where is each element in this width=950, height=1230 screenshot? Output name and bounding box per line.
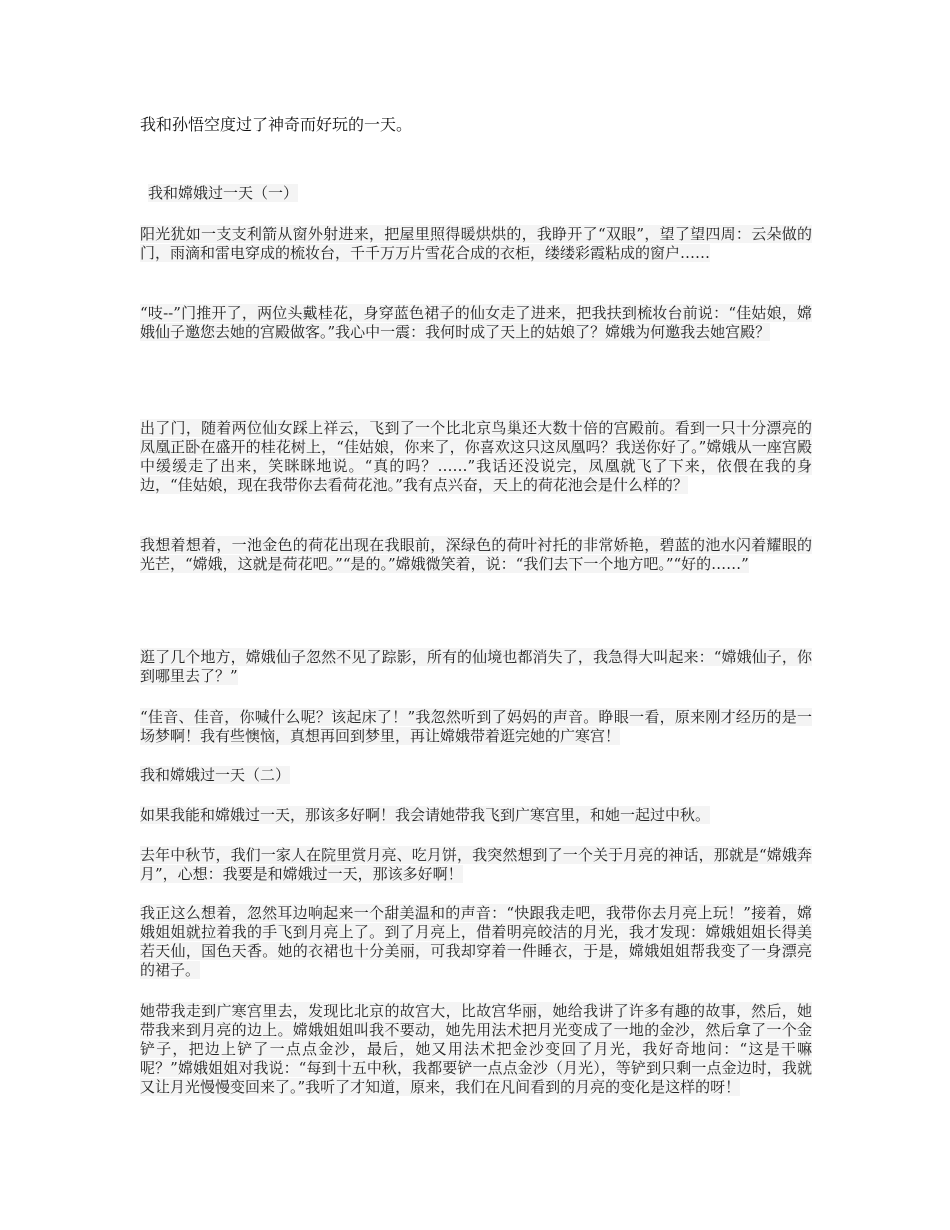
paragraph bbox=[140, 648, 812, 686]
paragraph bbox=[140, 806, 812, 825]
paragraph bbox=[140, 1002, 812, 1097]
paragraph bbox=[140, 846, 812, 884]
paragraph bbox=[140, 904, 812, 980]
paragraph bbox=[140, 536, 812, 574]
section-heading-2 bbox=[140, 766, 290, 785]
paragraph bbox=[140, 225, 812, 263]
paragraph-text: 出了门，随着两位仙女踩上祥云，飞到了一个比北京鸟巢还大数十倍的宫殿前。看到一只十分漂亮的凤凰正卧在盛开的桂花树上，“佳姑娘，你来了，你喜欢这只这凤凰吗？我送你好了。”嫦娥从一座宫殿中缓缓走了出来，笑眯眯地说。“真的吗？……”我话还没说完，凤凰就飞了下来，依偎在我的身边，“佳姑娘，现在我带你去看荷花池。”我有点兴奋，天上的荷花池会是什么样的？ bbox=[140, 419, 812, 494]
paragraph bbox=[140, 708, 812, 746]
section-heading-1-text: 我和嫦娥过一天（一） bbox=[148, 184, 299, 202]
paragraph-text: 逛了几个地方，嫦娥仙子忽然不见了踪影，所有的仙境也都消失了，我急得大叫起来：“嫦娥仙子，你到哪里去了？” bbox=[140, 648, 812, 685]
paragraph bbox=[140, 304, 812, 342]
paragraph-text: 如果我能和嫦娥过一天，那该多好啊！我会请她带我飞到广寒宫里，和她一起过中秋。 bbox=[140, 806, 711, 824]
paragraph-text: “佳音、佳音，你喊什么呢？该起床了！”我忽然听到了妈妈的声音。睁眼一看，原来刚才经历的是一场梦啊！我有些懊恼，真想再回到梦里，再让嫦娥带着逛完她的广寒宫！ bbox=[140, 708, 812, 745]
paragraph-text: 我正这么想着，忽然耳边响起来一个甜美温和的声音：“快跟我走吧，我带你去月亮上玩！”接着，嫦娥姐姐就拉着我的手飞到月亮上了。到了月亮上，借着明亮皎洁的月光，我才发现：嫦娥姐姐长得美若天仙，国色天香。她的衣裙也十分美丽，可我却穿着一件睡衣，于是，嫦娥姐姐帮我变了一身漂亮的裙子。 bbox=[140, 904, 812, 979]
document-title: 我和孙悟空度过了神奇而好玩的一天。 bbox=[140, 115, 413, 134]
section-heading-2-text: 我和嫦娥过一天（二） bbox=[140, 766, 291, 784]
paragraph-text: “吱--”门推开了，两位头戴桂花，身穿蓝色裙子的仙女走了进来，把我扶到梳妆台前说：“佳姑娘，嫦娥仙子邀您去她的宫殿做客。”我心中一震：我何时成了天上的姑娘了？嫦娥为何邀我去她宫殿？ bbox=[140, 304, 812, 341]
paragraph-text: 去年中秋节，我们一家人在院里赏月亮、吃月饼，我突然想到了一个关于月亮的神话，那就是“嫦娥奔月”，心想：我要是和嫦娥过一天，那该多好啊！ bbox=[140, 846, 812, 883]
paragraph bbox=[140, 419, 812, 495]
section-heading-1 bbox=[148, 184, 298, 203]
paragraph-text: 我想着想着，一池金色的荷花出现在我眼前，深绿色的荷叶衬托的非常娇艳，碧蓝的池水闪着耀眼的光芒，“嫦娥，这就是荷花吧。”“是的。”嫦娥微笑着，说：“我们去下一个地方吧。”“好的……” bbox=[140, 536, 812, 573]
paragraph-text: 她带我走到广寒宫里去，发现比北京的故宫大，比故宫华丽，她给我讲了许多有趣的故事，然后，她带我来到月亮的边上。嫦娥姐姐叫我不要动，她先用法术把月光变成了一地的金沙，然后拿了一个金铲子，把边上铲了一点点金沙，最后，她又用法术把金沙变回了月光，我好奇地问：“这是干嘛呢？”嫦娥姐姐对我说：“每到十五中秋，我都要铲一点点金沙（月光），等铲到只剩一点金边时，我就又让月光慢慢变回来了。”我听了才知道，原来，我们在凡间看到的月亮的变化是这样的呀！ bbox=[140, 1002, 812, 1096]
paragraph-text: 阳光犹如一支支利箭从窗外射进来，把屋里照得暖烘烘的，我睁开了“双眼”，望了望四周：云朵做的门，雨滴和雷电穿成的梳妆台，千千万万片雪花合成的衣柜，缕缕彩霞粘成的窗户…… bbox=[140, 225, 812, 262]
